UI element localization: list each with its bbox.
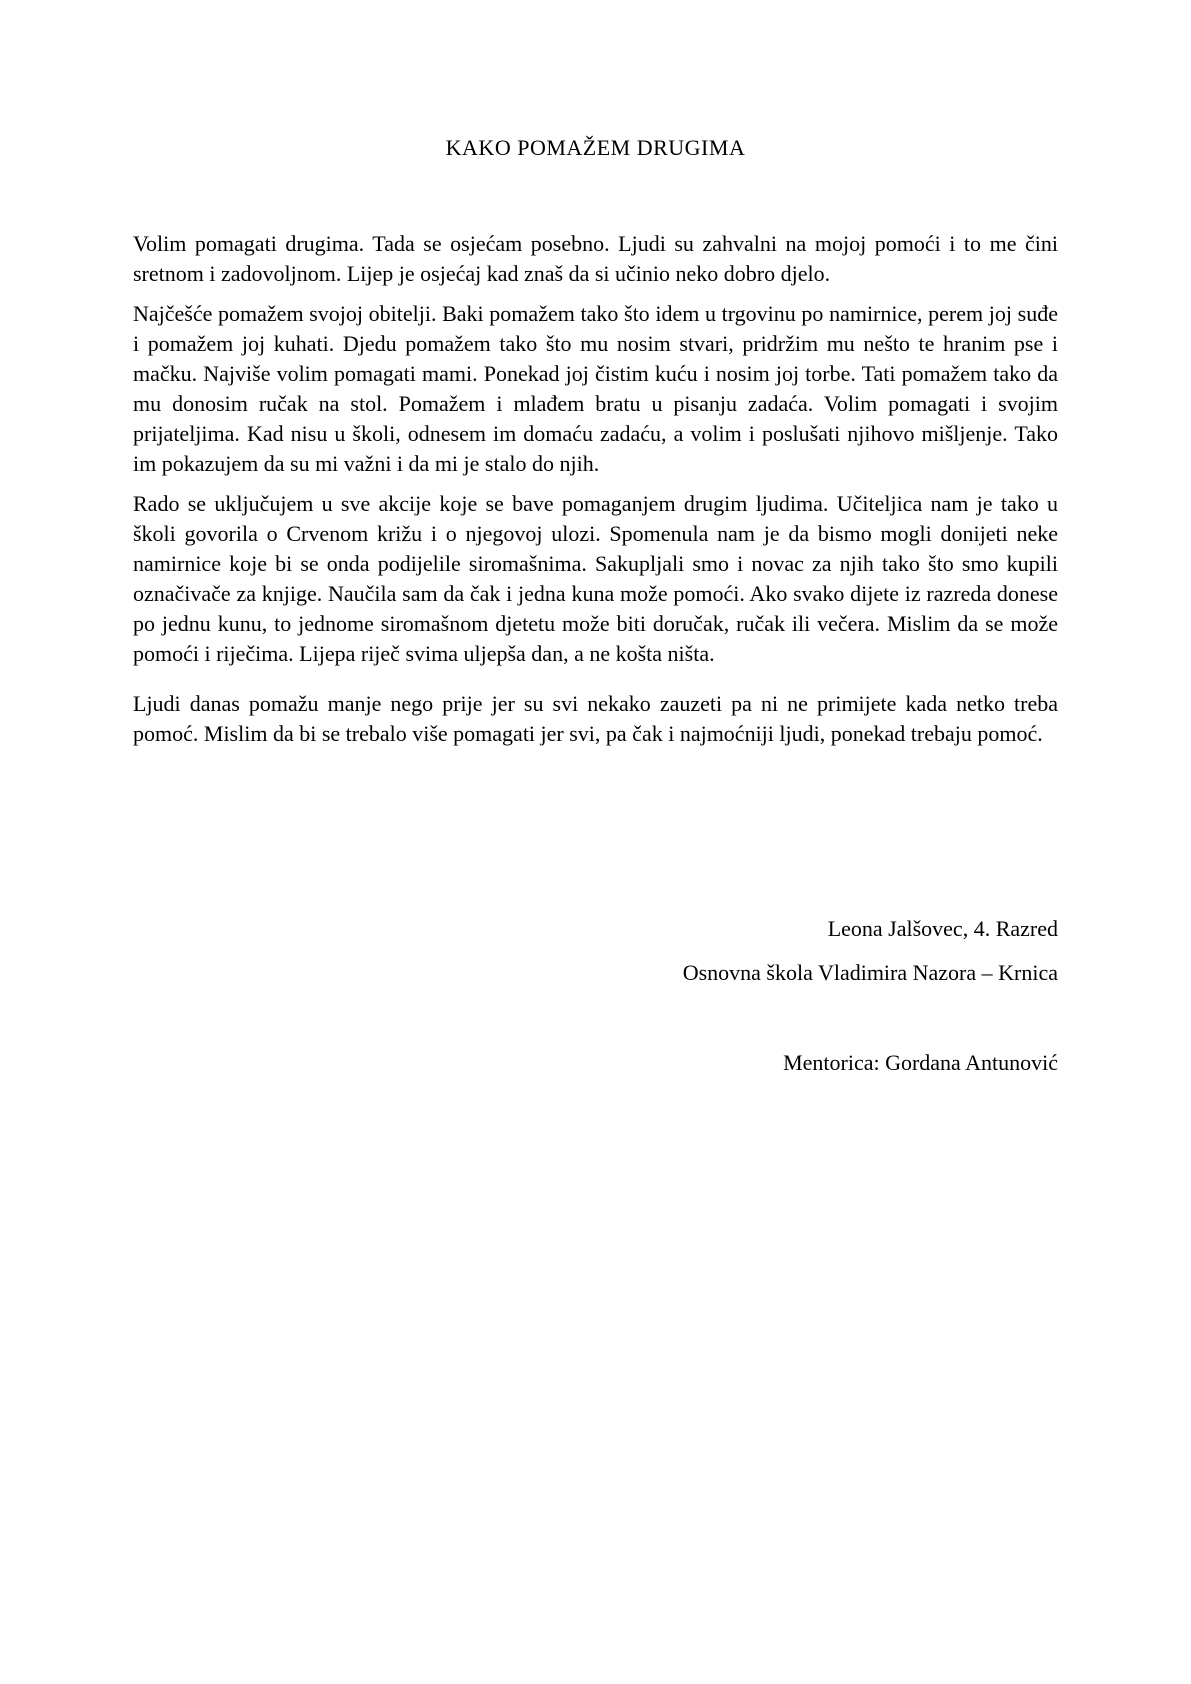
essay-paragraph-4: Ljudi danas pomažu manje nego prije jer su svi nekako zauzeti pa ni ne primijete kada netko treba pomoć. Mislim da bi se trebalo više pomagati jer svi, pa čak i najmoćniji ljudi, ponekad trebaju pomoć.	[133, 691, 1058, 746]
school-line: Osnovna škola Vladimira Nazora – Krnica	[682, 960, 1058, 985]
mentor-line: Mentorica: Gordana Antunović	[783, 1050, 1058, 1075]
essay-paragraph-3: Rado se uključujem u sve akcije koje se bave pomaganjem drugim ljudima. Učiteljica nam je tako u školi govorila o Crvenom križu i o njegovoj ulozi. Spomenula nam je da bismo mogli donijeti neke namirnice koje bi se onda podijelile siromašnima. Sakupljali smo i novac za njih tako što smo kupili označivače za knjige. Naučila sam da čak i jedna kuna može pomoći. Ako svako dijete iz razreda donese po jednu kunu, to jednome siromašnom djetetu može biti doručak, ručak ili večera. Mislim da se može pomoći i riječima. Lijepa riječ svima uljepša dan, a ne košta ništa.	[133, 491, 1058, 666]
attribution-block	[133, 914, 1058, 1078]
essay-body	[133, 229, 1058, 749]
essay-paragraph-2: Najčešće pomažem svojoj obitelji. Baki pomažem tako što idem u trgovinu po namirnice, perem joj suđe i pomažem joj kuhati. Djedu pomažem tako što mu nosim stvari, pridržim mu nešto te hranim pse i mačku. Najviše volim pomagati mami. Ponekad joj čistim kuću i nosim joj torbe. Tati pomažem tako da mu donosim ručak na stol. Pomažem i mlađem bratu u pisanju zadaća. Volim pomagati i svojim prijateljima. Kad nisu u školi, odnesem im domaću zadaću, a volim i poslušati njihovo mišljenje. Tako im pokazujem da su mi važni i da mi je stalo do njih.	[133, 301, 1058, 476]
document-title: KAKO POMAŽEM DRUGIMA	[445, 135, 746, 160]
author-line: Leona Jalšovec, 4. Razred	[827, 916, 1058, 941]
essay-paragraph-1: Volim pomagati drugima. Tada se osjećam posebno. Ljudi su zahvalni na mojoj pomoći i to me čini sretnom i zadovoljnom. Lijep je osjećaj kad znaš da si učinio neko dobro djelo.	[133, 231, 1058, 286]
